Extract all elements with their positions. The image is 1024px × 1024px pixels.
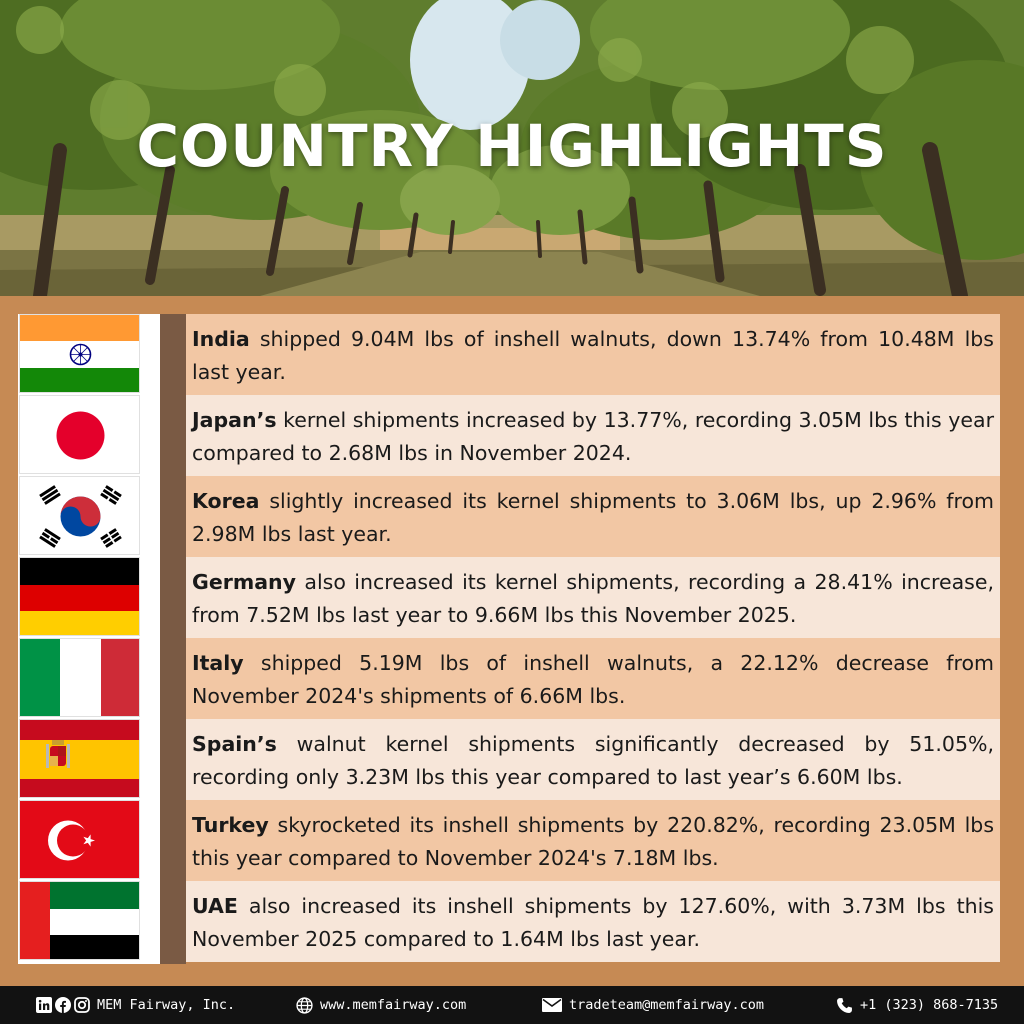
linkedin-icon[interactable]	[36, 997, 52, 1013]
highlight-text: shipped 5.19M lbs of inshell walnuts, a 22.12% decrease from November 2024's shipments of 6.66M lbs.	[192, 651, 994, 708]
country-name: Turkey	[192, 813, 269, 837]
italy-flag	[19, 638, 140, 717]
footer-bar	[0, 986, 1024, 1024]
highlight-text: kernel shipments increased by 13.77%, recording 3.05M lbs this year compared to 2.68M lbs in November 2024.	[192, 408, 994, 465]
country-name: Germany	[192, 570, 296, 594]
footer-website[interactable]	[296, 986, 466, 1024]
spain-flag	[19, 719, 140, 798]
highlight-text: also increased its inshell shipments by 127.60%, with 3.73M lbs this November 2025 compared to 1.64M lbs last year.	[192, 894, 994, 951]
footer-phone[interactable]	[836, 986, 998, 1024]
highlights-list	[186, 314, 1000, 964]
country-name: Spain’s	[192, 732, 277, 756]
india-flag	[19, 314, 140, 393]
highlight-text: slightly increased its kernel shipments to 3.06M lbs, up 2.96% from 2.98M lbs last year.	[192, 489, 994, 546]
instagram-icon[interactable]	[74, 997, 90, 1013]
country-name: India	[192, 327, 250, 351]
highlight-text: also increased its kernel shipments, recording a 28.41% increase, from 7.52M lbs last year to 9.66M lbs this November 2025.	[192, 570, 994, 627]
highlight-row-uae	[186, 881, 1000, 962]
phone-number[interactable]: +1 (323) 868-7135	[860, 997, 999, 1013]
globe-icon	[296, 997, 313, 1014]
email-link[interactable]: tradeteam@memfairway.com	[569, 997, 765, 1013]
highlight-row-turkey	[186, 800, 1000, 881]
highlight-row-india	[186, 314, 1000, 395]
page-title: COUNTRY HIGHLIGHTS	[136, 112, 888, 180]
country-name: Japan’s	[192, 408, 277, 432]
highlight-row-germany	[186, 557, 1000, 638]
highlight-text: skyrocketed its inshell shipments by 220.82%, recording 23.05M lbs this year compared to November 2024's 7.18M lbs.	[192, 813, 994, 870]
highlight-row-italy	[186, 638, 1000, 719]
phone-icon	[836, 997, 853, 1014]
country-name: Italy	[192, 651, 244, 675]
website-link[interactable]: www.memfairway.com	[320, 997, 467, 1013]
germany-flag	[19, 557, 140, 636]
company-name: MEM Fairway, Inc.	[97, 997, 236, 1013]
facebook-icon[interactable]	[55, 997, 71, 1013]
turkey-flag	[19, 800, 140, 879]
highlight-text: walnut kernel shipments significantly decreased by 51.05%, recording only 3.23M lbs this year compared to last year’s 6.60M lbs.	[192, 732, 994, 789]
divider-bar	[160, 314, 186, 964]
highlight-row-spain	[186, 719, 1000, 800]
highlight-row-japan	[186, 395, 1000, 476]
footer-email[interactable]	[542, 986, 764, 1024]
mail-icon	[542, 998, 562, 1012]
footer-company	[36, 986, 235, 1024]
japan-flag	[19, 395, 140, 474]
korea-flag	[19, 476, 140, 555]
uae-flag	[19, 881, 140, 960]
country-name: UAE	[192, 894, 238, 918]
hero-banner	[0, 0, 1024, 296]
highlight-row-korea	[186, 476, 1000, 557]
country-name: Korea	[192, 489, 260, 513]
highlight-text: shipped 9.04M lbs of inshell walnuts, down 13.74% from 10.48M lbs last year.	[192, 327, 994, 384]
